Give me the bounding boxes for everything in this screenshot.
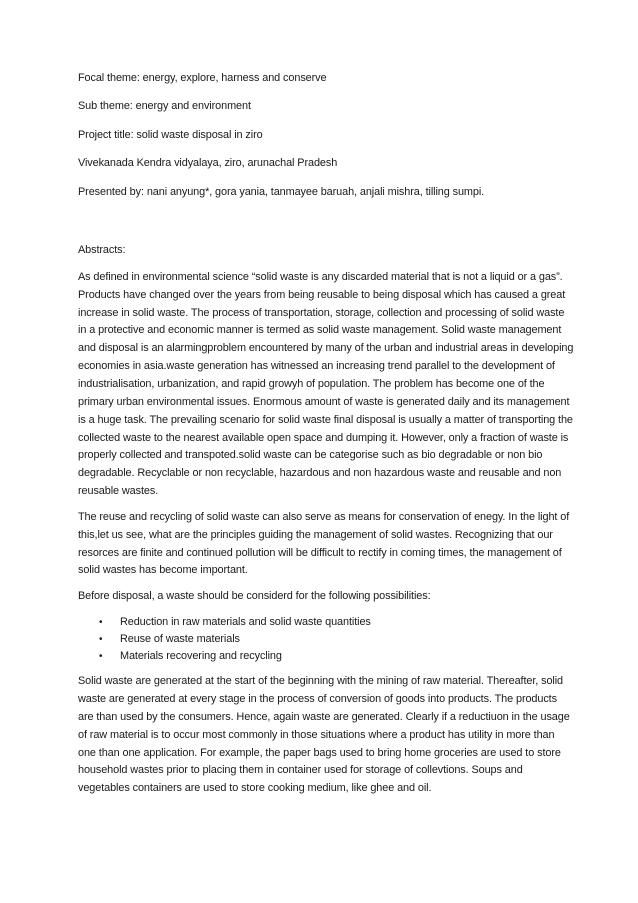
abstract-paragraph-4: Solid waste are generated at the start of the beginning with the mining of raw material. Thereafter, solid waste are generated at every stage in the process of conversion of goods into products. The products are than used by the consumers. Hence, again waste are generated. Clearly if a reductiuon in the usage of raw material is to occur most commonly in those situations where a product has utility in more than one than one application. For example, the paper bags used to bring home groceries are used to store household wastes prior to placing them in container used for storage of collevtions. Soups and vegetables containers are used to store cooking medium, like ghee and oil. bbox=[78, 675, 570, 795]
abstract-paragraph-3: Before disposal, a waste should be considerd for the following possibilities: bbox=[78, 590, 431, 603]
list-item bbox=[78, 614, 574, 631]
project-title: Project title: solid waste disposal in ziro bbox=[78, 128, 263, 141]
list-item-text: Reduction in raw materials and solid waste quantities bbox=[120, 616, 371, 629]
list-item bbox=[78, 631, 574, 648]
school-name: Vivekanada Kendra vidyalaya, ziro, arunachal Pradesh bbox=[78, 157, 338, 170]
bullet-icon: • bbox=[99, 634, 103, 646]
list-item bbox=[78, 648, 574, 665]
list-item-text: Reuse of waste materials bbox=[120, 633, 240, 646]
focal-theme: Focal theme: energy, explore, harness and conserve bbox=[78, 72, 327, 84]
section-spacer bbox=[78, 212, 574, 242]
abstract-paragraph-1: As defined in environmental science “solid waste is any discarded material that is not a liquid or a gas”. Products have changed over the years from being reusable to being disposal which has caused a great increase in solid waste. The process of transportation, storage, collection and processing of solid waste in a protective and economic manner is termed as solid waste management. Solid waste management and disposal is an alarmingproblem encountered by many of the urban and industrial areas in developing economies in asia.waste generation has witnessed an increasing trend parallel to the development of industrialisation, urbanization, and rapid growyh of population. The problem has become one of the primary urban environmental issues. Enormous amount of waste is generated daily and its management is a huge task. The prevailing scenario for solid waste final disposal is usually a matter of transporting the collected waste to the nearest available open space and dumping it. However, only a fraction of waste is properly collected and transpoted.solid waste can be categorise such as bio degradable or non bio degradable. Recyclable or non recyclable, hazardous and non hazardous waste and reusable and non reusable wastes. bbox=[78, 270, 574, 498]
bullet-icon: • bbox=[99, 651, 103, 663]
abstract-paragraph-2: The reuse and recycling of solid waste can also serve as means for conservation of enegy. In the light of this,let us see, what are the principles guiding the management of solid wastes. Recognizing that our resorces are finite and continued pollution will be difficult to rectify in coming times, the management of solid wastes has become important. bbox=[78, 510, 570, 577]
list-item-text: Materials recovering and recycling bbox=[120, 650, 282, 663]
sub-theme: Sub theme: energy and environment bbox=[78, 100, 251, 113]
presenters: Presented by: nani anyung*, gora yania, tanmayee baruah, anjali mishra, tilling sumpi. bbox=[78, 185, 485, 198]
document-page bbox=[78, 70, 574, 806]
possibilities-list bbox=[78, 614, 574, 665]
abstract-heading: Abstracts: bbox=[78, 243, 126, 256]
bullet-icon: • bbox=[99, 617, 103, 629]
